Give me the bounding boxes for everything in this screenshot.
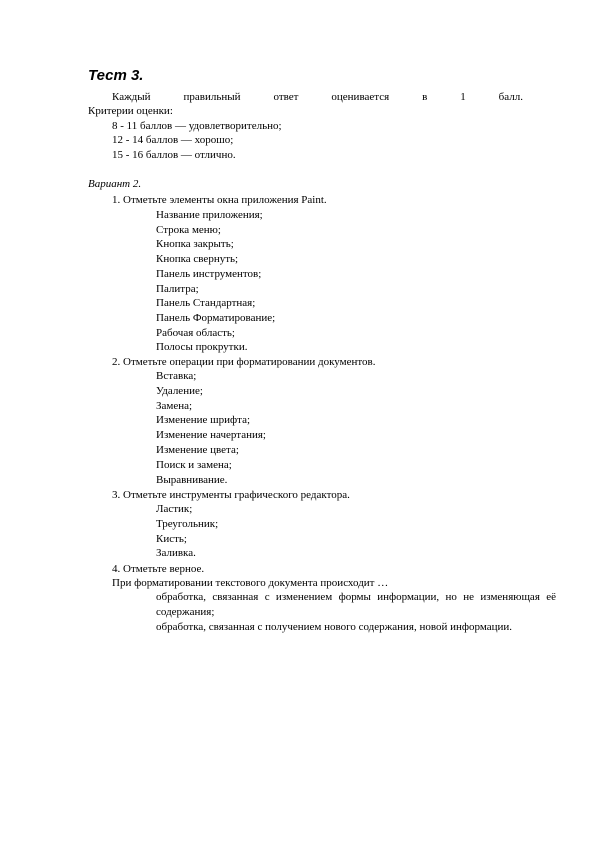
list-item bbox=[139, 208, 263, 223]
list-item-text: Панель инструментов; bbox=[156, 267, 262, 280]
list-item bbox=[139, 340, 247, 355]
list-item bbox=[139, 282, 199, 297]
list-item-text: Изменение цвета; bbox=[156, 444, 239, 456]
list-item-text: Изменение шрифта; bbox=[156, 414, 251, 427]
question-4-prompt: При форматировании текстового документа происходит … bbox=[112, 577, 389, 589]
question-4-title: 4. Отметьте верное. bbox=[112, 563, 205, 575]
list-item bbox=[139, 326, 235, 341]
test-title: Тест 3. bbox=[88, 67, 144, 84]
answer-option bbox=[139, 620, 556, 635]
list-item-text: Удаление; bbox=[156, 384, 203, 397]
question-2-title: 2. Отметьте операции при форматировании документов. bbox=[112, 356, 376, 368]
list-item bbox=[139, 384, 203, 399]
criteria-label: Критерии оценки: bbox=[88, 105, 173, 117]
criteria-item: 15 - 16 баллов — отлично. bbox=[112, 149, 236, 161]
list-item-text: Поиск и замена; bbox=[156, 458, 232, 471]
list-item bbox=[139, 399, 192, 414]
list-item bbox=[139, 502, 192, 517]
list-item bbox=[139, 252, 238, 267]
list-item-text: Замена; bbox=[156, 399, 193, 412]
list-item bbox=[139, 237, 234, 252]
list-item-text: Выравнивание. bbox=[156, 473, 228, 486]
answer-option bbox=[139, 590, 556, 619]
list-item bbox=[139, 517, 218, 532]
list-item-text: Панель Форматирование; bbox=[156, 311, 276, 324]
criteria-item: 8 - 11 баллов — удовлетворительно; bbox=[112, 120, 282, 132]
list-item-text: Кнопка закрыть; bbox=[156, 238, 234, 251]
scoring-intro: Каждый правильный ответ оценивается в 1 балл. bbox=[112, 91, 523, 103]
answer-option-text: обработка, связанная с получением нового содержания, новой информации. bbox=[156, 621, 513, 633]
list-item bbox=[139, 413, 250, 428]
list-item-text: Панель Стандартная; bbox=[156, 297, 256, 310]
question-3-title: 3. Отметьте инструменты графического редактора. bbox=[112, 489, 350, 501]
list-item-text: Кисть; bbox=[156, 532, 187, 545]
list-item bbox=[139, 443, 239, 458]
list-item bbox=[139, 428, 266, 443]
list-item bbox=[139, 532, 187, 547]
list-item-text: Изменение начертания; bbox=[156, 429, 266, 442]
question-1-title: 1. Отметьте элементы окна приложения Paint. bbox=[112, 194, 327, 206]
list-item bbox=[139, 223, 221, 238]
list-item-text: Вставка; bbox=[156, 370, 197, 382]
list-item-text: Палитра; bbox=[156, 282, 199, 295]
answer-option-text: обработка, связанная с изменением формы информации, но не изменяющая её содержания; bbox=[156, 591, 556, 618]
list-item-text: Кнопка свернуть; bbox=[156, 253, 239, 266]
criteria-item: 12 - 14 баллов — хорошо; bbox=[112, 134, 234, 146]
list-item-text: Заливка. bbox=[156, 547, 196, 560]
list-item bbox=[139, 473, 227, 488]
list-item-text: Полосы прокрутки. bbox=[156, 341, 248, 354]
list-item bbox=[139, 311, 275, 326]
variant-label: Вариант 2. bbox=[88, 178, 142, 190]
list-item-text: Рабочая область; bbox=[156, 326, 235, 339]
list-item-text: Ластик; bbox=[156, 503, 193, 515]
list-item-text: Название приложения; bbox=[156, 209, 263, 221]
list-item bbox=[139, 296, 255, 311]
list-item bbox=[139, 267, 261, 282]
list-item-text: Треугольник; bbox=[156, 517, 219, 530]
list-item-text: Строка меню; bbox=[156, 223, 221, 236]
list-item bbox=[139, 458, 232, 473]
list-item bbox=[139, 546, 196, 561]
list-item bbox=[139, 369, 196, 384]
